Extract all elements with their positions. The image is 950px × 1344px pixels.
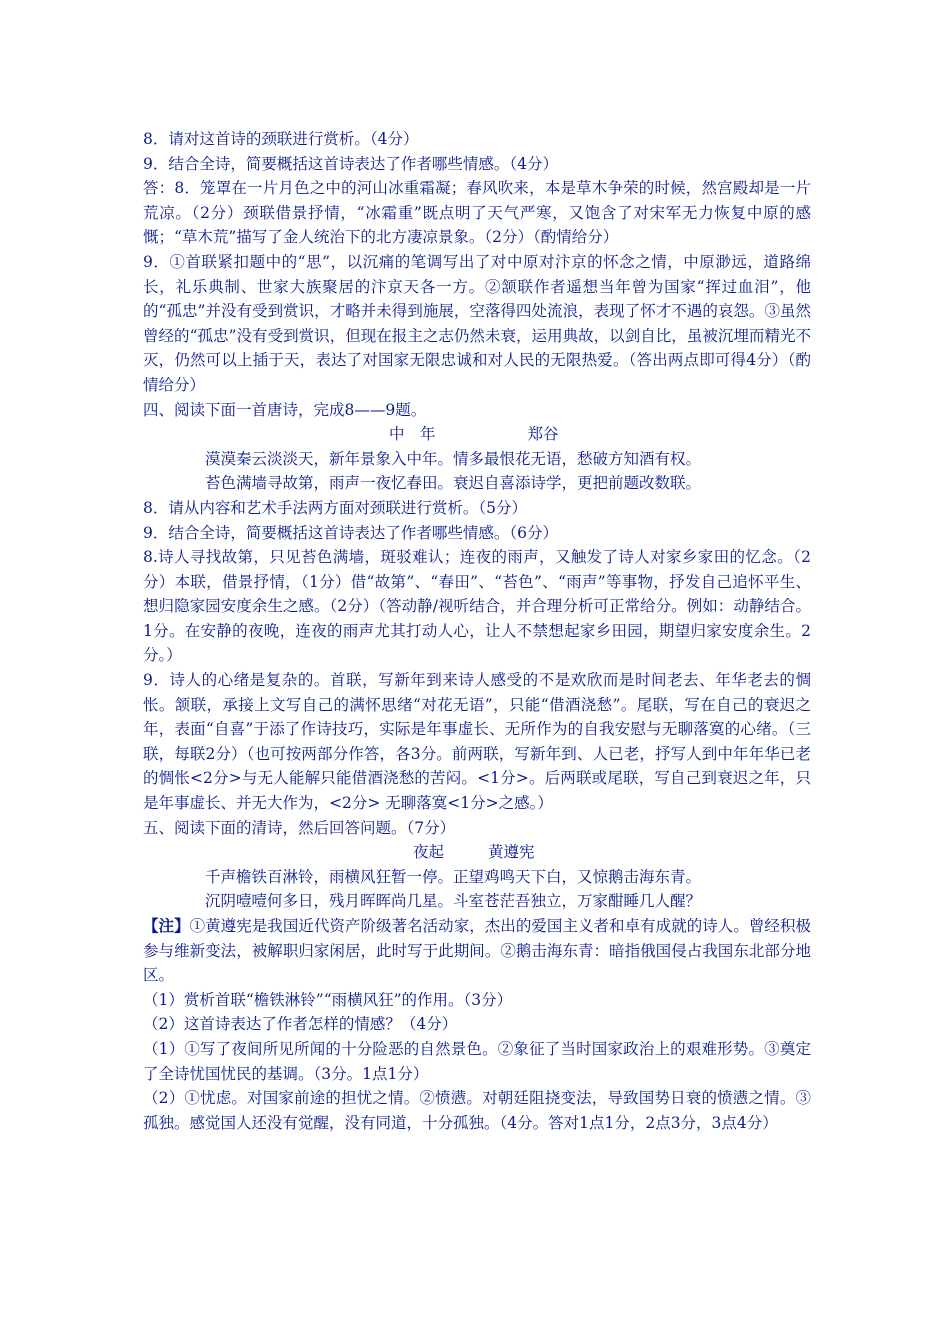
- poem1-title-line: [143, 422, 811, 447]
- note: [143, 914, 811, 988]
- answer-9: 9．①首联紧扣题中的“思”，以沉痛的笔调写出了对中原对汴京的怀念之情，中原渺远，道路绵长，礼乐典制、世家大族聚居的汴京天各一方。②颔联作者遥想当年曾为国家“挥过血泪”，他的“孤忠”并没有受到赏识，才略并未得到施展，空落得四处流浪，表现了怀才不遇的哀怨。③虽然曾经的“孤忠”没有受到赏识，但现在报主之志仍然未衰，运用典故，以剑自比，虽被沉埋而精光不灭，仍然可以上插于天，表达了对国家无限忠诚和对人民的无限热爱。（答出两点即可得4分）（酌情给分）: [143, 252, 811, 394]
- question-8-b: 8．请从内容和艺术手法两方面对颈联进行赏析。（5分）: [143, 498, 527, 517]
- question-2-c: （2）这首诗表达了作者怎样的情感？（4分）: [143, 1015, 458, 1034]
- answer-1-c: （1）①写了夜间所见所闻的十分险恶的自然景色。②象征了当时国家政治上的艰难形势。③奠定了全诗忧国忧民的基调。（3分。1点1分）: [143, 1039, 811, 1083]
- poem1-line-1: 漠漠秦云淡淡天，新年景象入中年。情多最恨花无语，愁破方知酒有权。: [205, 449, 702, 468]
- poem1-title: 中 年: [389, 425, 436, 444]
- answer-8-b: 8.诗人寻找故第，只见苔色满墙，斑驳难认；连夜的雨声，又触发了诗人对家乡家田的忆念。（2分）本联，借景抒情，（1分）借“故第”、“春田”、“苔色”、“雨声”等事物，抒发自己追怀平生、想归隐家园安度余生之感。（2分）（答动静/视听结合，并合理分析可正常给分。例如：动静结合。1分。在安静的夜晚，连夜的雨声尤其打动人心，让人不禁想起家乡田园，期望归家安度余生。2分。）: [143, 548, 811, 665]
- note-text: ①黄遵宪是我国近代资产阶级著名活动家，杰出的爱国主义者和卓有成就的诗人。曾经积极参与维新变法，被解职归家闲居，此时写于此期间。②鹅击海东青：暗指俄国侵占我国东北部分地区。: [143, 917, 811, 985]
- section-four-heading: 四、阅读下面一首唐诗，完成8——9题。: [143, 400, 427, 419]
- section-five-heading: 五、阅读下面的清诗，然后回答问题。（7分）: [143, 818, 456, 837]
- answer-2-c: （2）①忧虑。对国家前途的担忧之情。②愤懑。对朝廷阻挠变法，导致国势日衰的愤懑之情。③孤独。感觉国人还没有觉醒，没有同道，十分孤独。（4分。答对1点1分，2点3分，3点4分）: [143, 1089, 811, 1132]
- question-9: 9．结合全诗，简要概括这首诗表达了作者哪些情感。（4分）: [143, 154, 558, 173]
- question-9-b: 9．结合全诗，简要概括这首诗表达了作者哪些情感。（6分）: [143, 523, 558, 542]
- poem2-title-line: [143, 840, 811, 865]
- answer-8: 答：8．笼罩在一片月色之中的河山冰重霜凝；春风吹来，本是草木争荣的时候，然宫殿却是一片荒凉。（2分）颈联借景抒情，“冰霜重”既点明了天气严寒，又饱含了对宋军无力恢复中原的感慨；“草木荒”描写了金人统治下的北方凄凉景象。（2分）（酌情给分）: [143, 179, 811, 247]
- document-body: [143, 127, 811, 1135]
- note-label: 【注】: [143, 916, 190, 935]
- answer-9-b: 9．诗人的心绪是复杂的。首联，写新年到来诗人感受的不是欢欣而是时间老去、年华老去的惆怅。颔联，承接上文写自己的满怀思绪“对花无语”，只能“借酒浇愁”。尾联，写在自己的衰迟之年，表面“自喜”于添了作诗技巧，实际是年事虚长、无所作为的自我安慰与无聊落寞的心绪。（三联，每联2分）（也可按两部分作答，各3分。前两联，写新年到、人已老，抒写人到中年年华已老的惆怅<2分>与无人能解只能借酒浇愁的苦闷。<1分>。后两联或尾联，写自己到衰迟之年，只是年事虚长、并无大作为，<2分> 无聊落寞<1分>之感。）: [143, 671, 811, 813]
- poem1-line-2: 苔色满墙寻故第，雨声一夜忆春田。衰迟自喜添诗学，更把前题改数联。: [205, 474, 702, 493]
- poem1-author: 郑谷: [527, 425, 559, 444]
- poem2-line-1: 千声檐铁百淋铃，雨横风狂暂一停。正望鸡鸣天下白，又惊鹅击海东青。: [205, 867, 702, 886]
- poem2-title: 夜起: [413, 843, 445, 862]
- poem2-author: 黄遵宪: [488, 843, 535, 862]
- poem2-line-2: 沉阴噎噎何多日，残月晖晖尚几星。斗室苍茫吾独立，万家酣睡几人醒？: [205, 892, 702, 911]
- question-8: 8．请对这首诗的颈联进行赏析。（4分）: [143, 130, 419, 148]
- question-1-c: （1）赏析首联“檐铁淋铃”“雨横风狂”的作用。（3分）: [143, 990, 513, 1009]
